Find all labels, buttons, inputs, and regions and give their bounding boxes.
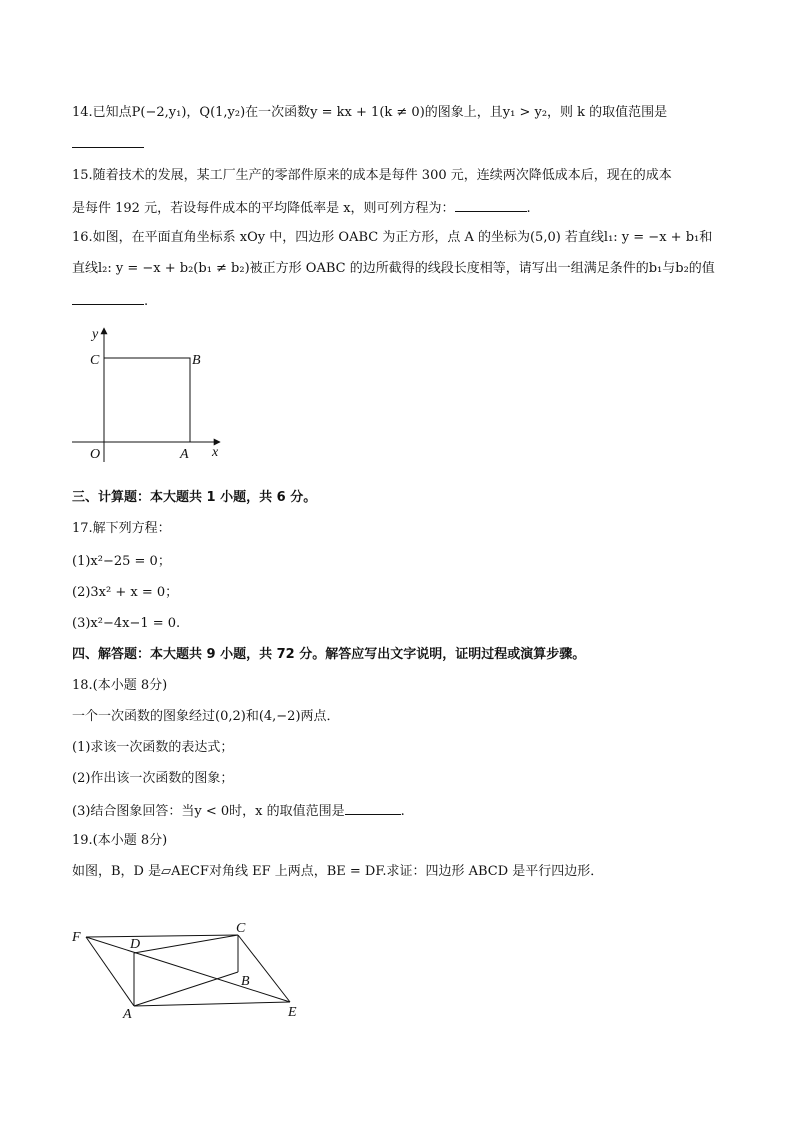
q19-parallelogram-figure [70,920,310,1020]
label-c2: C [236,921,246,936]
edge-ea [134,1002,290,1006]
label-b2: B [241,974,250,989]
label-a: A [180,447,189,462]
q18-part1: (1)求该一次函数的表达式； [72,740,234,755]
q17-part2: (2)3x² + x = 0； [72,585,179,600]
q15-line2-text: 是每件 192 元，若设每件成本的平均降低率是 x，则可列方程为： [72,201,455,216]
q16-answer-blank[interactable]: . [72,291,148,311]
label-a2: A [123,1007,132,1020]
q14-answer-blank[interactable] [72,134,144,154]
label-b: B [192,353,201,368]
label-y: y [92,327,99,342]
q14-text: 14.已知点P(−2,y₁)，Q(1,y₂)在一次函数y = kx + 1(k ≠ 0)的图象上，且y₁ > y₂，则 k 的取值范围是 [72,105,668,120]
q18-head: 18.(本小题 8分) [72,678,168,693]
section3-title: 三、计算题：本大题共 1 小题，共 6 分。 [72,490,317,505]
q18-answer-blank[interactable] [345,801,401,815]
q17-part3: (3)x²−4x−1 = 0. [72,616,181,631]
label-x: x [212,445,219,460]
q17-stem: 17.解下列方程： [72,521,171,536]
q16-line2: 直线l₂: y = −x + b₂(b₁ ≠ b₂)被正方形 OABC 的边所截得的线段长度相等，请写出一组满足条件的b₁与b₂的值 [72,261,715,276]
q18-stem: 一个一次函数的图象经过(0,2)和(4,−2)两点． [72,709,340,724]
q15-line2: 是每件 192 元，若设每件成本的平均降低率是 x，则可列方程为： . [72,198,531,218]
q19-stem: 如图，B，D 是▱AECF对角线 EF 上两点，BE = DF.求证：四边形 ABCD 是平行四边形． [72,864,604,879]
q18-part3-text: (3)结合图象回答：当y < 0时，x 的取值范围是 [72,804,345,819]
q15-line1: 15.随着技术的发展，某工厂生产的零部件原来的成本是每件 300 元，连续两次降低成本后，现在的成本 [72,168,672,183]
q16-line1: 16.如图，在平面直角坐标系 xOy 中，四边形 OABC 为正方形，点 A 的坐标为(5,0) 若直线l₁: y = −x + b₁和 [72,230,713,245]
edge-ab [134,972,238,1006]
label-c: C [90,353,100,368]
label-o: O [90,447,101,462]
q15-answer-blank[interactable] [455,198,527,212]
q19-head: 19.(本小题 8分) [72,833,168,848]
edge-af [86,937,134,1006]
label-d: D [130,937,141,952]
section4-title: 四、解答题：本大题共 9 小题，共 72 分。解答应写出文字说明，证明过程或演算步骤。 [72,647,586,662]
q16-square-figure [70,322,230,464]
diagonal-fe [86,937,290,1002]
edge-fc [86,935,238,937]
q18-part3: (3)结合图象回答：当y < 0时，x 的取值范围是 . [72,801,405,821]
label-f: F [72,930,81,945]
label-e: E [288,1005,297,1020]
edge-ce [238,935,290,1002]
q17-part1: (1)x²−25 = 0； [72,554,171,569]
square-oabc [104,358,190,442]
q18-part2: (2)作出该一次函数的图象； [72,771,234,786]
edge-cd [134,935,238,953]
